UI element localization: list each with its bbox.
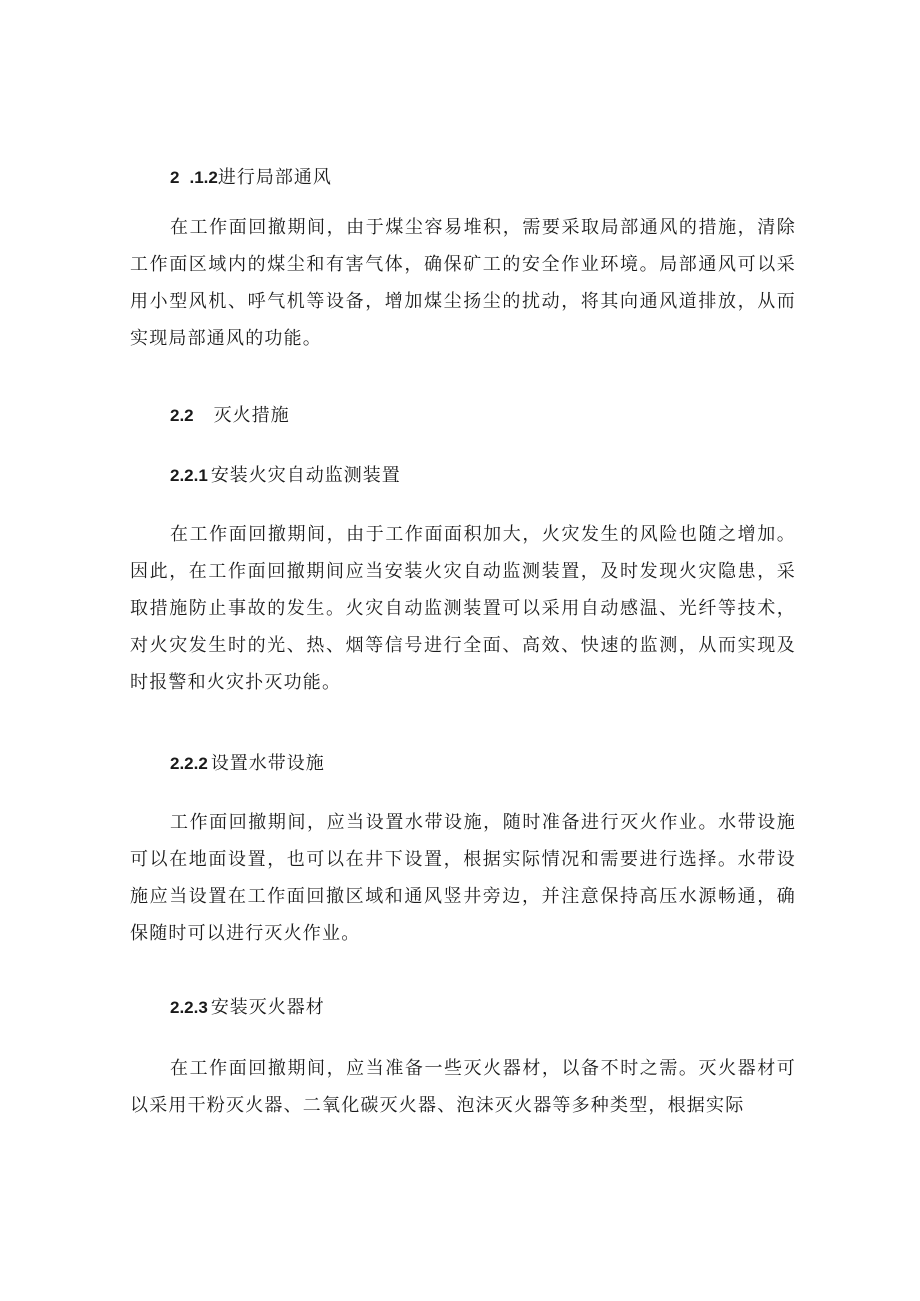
section-heading-2-2-1: [170, 464, 401, 488]
heading-title: 安装火灾自动监测装置: [210, 465, 401, 486]
paragraph-fire-extinguishers: 在工作面回撤期间，应当准备一些灭火器材，以备不时之需。灭火器材可以采用干粉灭火器、二氧化碳灭火器、泡沫灭火器等多种类型，根据实际: [130, 1058, 796, 1116]
heading-number-part-b: .1.2: [189, 168, 218, 187]
paragraph-local-ventilation: 在工作面回撤期间，由于煤尘容易堆积，需要采取局部通风的措施，清除工作面区域内的煤尘和有害气体，确保矿工的安全作业环境。局部通风可以采用小型风机、呼气机等设备，增加煤尘扬尘的扰动，将其向通风道排放，从而实现局部通风的功能。: [130, 217, 796, 349]
heading-title: 灭火措施: [213, 405, 290, 426]
heading-number: 2.2.1: [170, 466, 208, 485]
section-heading-2-2-2: [170, 752, 325, 776]
heading-title: 设置水带设施: [210, 753, 325, 774]
paragraph-water-hose: 工作面回撤期间，应当设置水带设施，随时准备进行灭火作业。水带设施可以在地面设置，也可以在井下设置，根据实际情况和需要进行选择。水带设施应当设置在工作面回撤区域和通风竖井旁边，并注意保持高压水源畅通，确保随时可以进行灭火作业。: [130, 812, 796, 944]
heading-title: 进行局部通风: [217, 167, 332, 188]
section-heading-2-2-3: [170, 996, 325, 1020]
heading-number: 2.2: [170, 406, 194, 425]
heading-number: 2.2.3: [170, 998, 208, 1017]
paragraph-fire-monitoring: 在工作面回撤期间，由于工作面面积加大，火灾发生的风险也随之增加。因此，在工作面回撤期间应当安装火灾自动监测装置，及时发现火灾隐患，采取措施防止事故的发生。火灾自动监测装置可以采用自动感温、光纤等技术，对火灾发生时的光、热、烟等信号进行全面、高效、快速的监测，从而实现及时报警和火灾扑灭功能。: [130, 524, 796, 693]
heading-number-part-a: 2: [170, 168, 180, 187]
section-heading-2-2: [170, 404, 290, 428]
section-heading-2-1-2: [170, 166, 332, 190]
heading-title: 安装灭火器材: [210, 997, 325, 1018]
heading-number: 2.2.2: [170, 754, 208, 773]
